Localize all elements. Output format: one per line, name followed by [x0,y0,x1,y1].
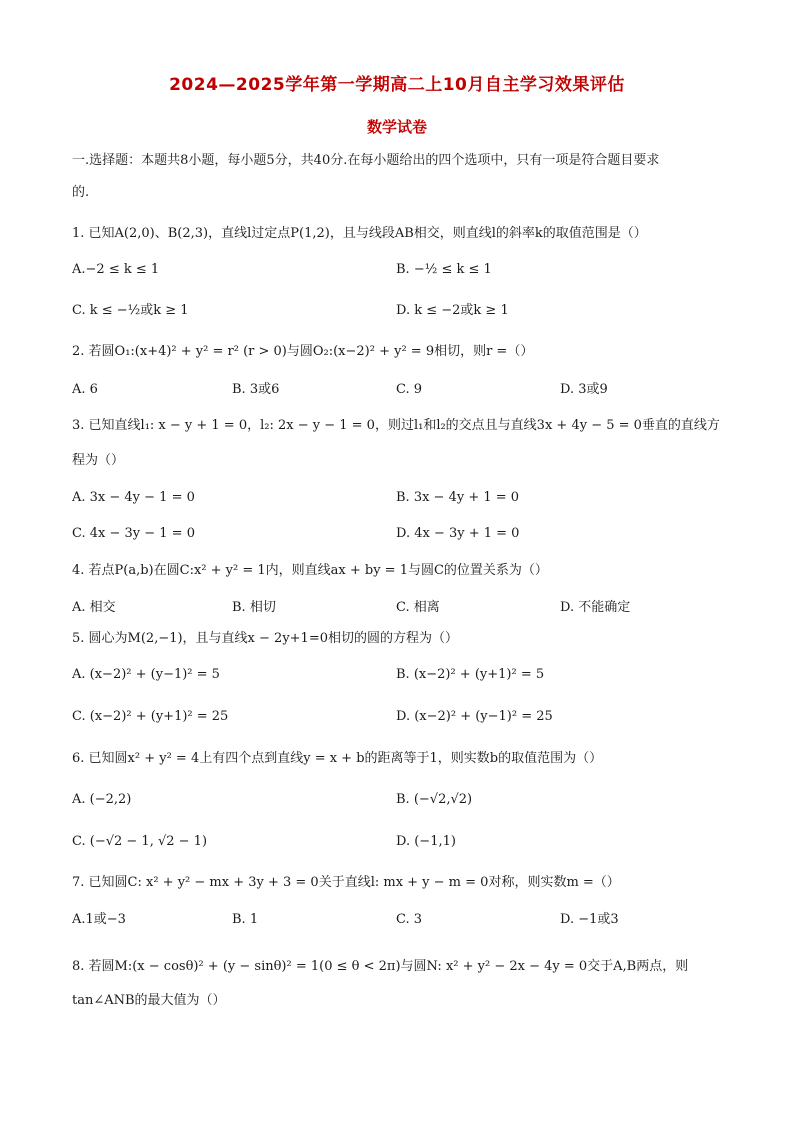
question-7-option-d: D. −1或3 [560,912,619,927]
question-5-option-d: D. (x−2)² + (y−1)² = 25 [396,709,553,724]
question-2-option-a: A. 6 [72,382,98,397]
question-6-option-d: D. (−1,1) [396,834,456,849]
question-4-option-b: B. 相切 [232,600,276,615]
question-3-option-b: B. 3x − 4y + 1 = 0 [396,490,520,505]
question-7-option-a: A.1或−3 [72,912,126,927]
question-5-option-c: C. (x−2)² + (y+1)² = 25 [72,709,229,724]
question-5-option-b: B. (x−2)² + (y+1)² = 5 [396,667,545,682]
question-6-stem: 6. 已知圆x² + y² = 4上有四个点到直线y = x + b的距离等于1，则实数b的取值范围为（） [72,751,603,766]
question-3-stem: 3. 已知直线l₁: x − y + 1 = 0，l₂: 2x − y − 1 = 0，则过l₁和l₂的交点且与直线3x + 4y − 5 = 0垂直的直线方 [72,418,720,433]
question-8-stem: 8. 若圆M:(x − cosθ)² + (y − sinθ)² = 1(0 ≤ θ < 2π)与圆N: x² + y² − 2x − 4y = 0交于A,B两点，则 [72,959,689,974]
question-3-option-d: D. 4x − 3y + 1 = 0 [396,526,520,541]
question-3-option-a: A. 3x − 4y − 1 = 0 [72,490,195,505]
question-7-stem: 7. 已知圆C: x² + y² − mx + 3y + 3 = 0关于直线l: mx + y − m = 0对称，则实数m =（） [72,875,620,890]
question-4-option-c: C. 相离 [396,600,440,615]
question-5-option-a: A. (x−2)² + (y−1)² = 5 [72,667,220,682]
question-2-stem: 2. 若圆O₁:(x+4)² + y² = r² (r > 0)与圆O₂:(x−2)² + y² = 9相切，则r =（） [72,344,534,359]
question-4-stem: 4. 若点P(a,b)在圆C:x² + y² = 1内，则直线ax + by = 1与圆C的位置关系为（） [72,563,548,578]
question-1-option-c: C. k ≤ −½或k ≥ 1 [72,303,189,318]
question-5-stem: 5. 圆心为M(2,−1)，且与直线x − 2y+1=0相切的圆的方程为（） [72,631,458,646]
section-instructions: 一.选择题：本题共8小题，每小题5分，共40分.在每小题给出的四个选项中，只有一项是符合题目要求 [72,153,660,168]
question-1-option-b: B. −½ ≤ k ≤ 1 [396,262,492,277]
question-1-option-a: A.−2 ≤ k ≤ 1 [72,262,160,277]
question-3-option-c: C. 4x − 3y − 1 = 0 [72,526,195,541]
question-2-option-d: D. 3或9 [560,382,608,397]
question-4-option-a: A. 相交 [72,600,116,615]
page-subtitle: 数学试卷 [366,118,427,136]
question-8-stem-cont: tan∠ANB的最大值为（） [72,993,226,1008]
question-6-option-c: C. (−√2 − 1, √2 − 1) [72,834,208,849]
question-1-stem: 1. 已知A(2,0)、B(2,3)，直线l过定点P(1,2)，且与线段AB相交，则直线l的斜率k的取值范围是（） [72,226,647,241]
question-1-option-d: D. k ≤ −2或k ≥ 1 [396,303,509,318]
page-title: 2024—2025学年第一学期高二上10月自主学习效果评估 [169,75,625,95]
question-6-option-b: B. (−√2,√2) [396,792,473,807]
question-3-stem-cont: 程为（） [72,453,125,468]
question-6-option-a: A. (−2,2) [72,792,132,807]
question-4-option-d: D. 不能确定 [560,600,631,615]
question-2-option-c: C. 9 [396,382,423,397]
question-2-option-b: B. 3或6 [232,382,280,397]
question-7-option-c: C. 3 [396,912,423,927]
section-instructions-cont: 的. [72,185,90,200]
question-7-option-b: B. 1 [232,912,259,927]
